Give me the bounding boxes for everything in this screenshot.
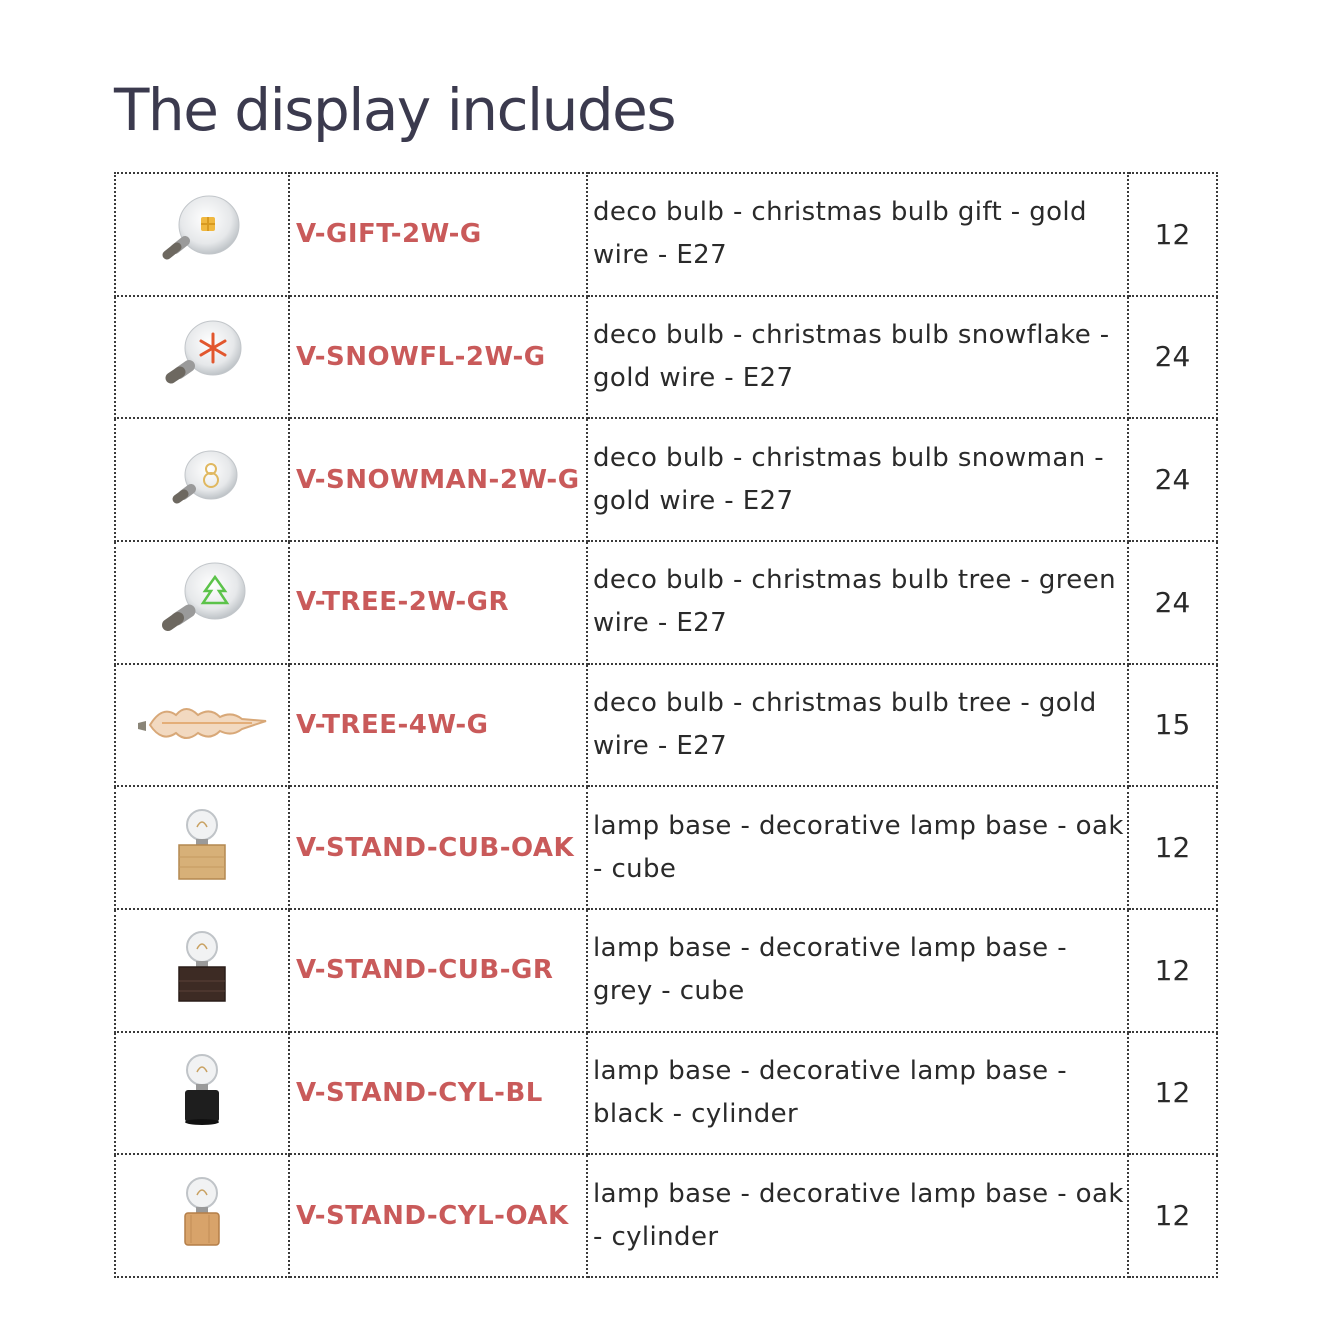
product-code: V-STAND-CUB-GR bbox=[289, 909, 587, 1032]
product-quantity: 12 bbox=[1128, 1032, 1217, 1155]
table-row bbox=[115, 296, 1217, 419]
product-description: lamp base - decorative lamp base - oak - cylinder bbox=[587, 1154, 1128, 1277]
product-quantity: 24 bbox=[1128, 541, 1217, 664]
snowflake-bulb-image bbox=[147, 312, 257, 402]
product-table bbox=[114, 172, 1218, 1278]
tree-gold-bulb-image bbox=[132, 685, 272, 765]
product-code: V-STAND-CYL-BL bbox=[289, 1032, 587, 1155]
product-code: V-SNOWFL-2W-G bbox=[289, 296, 587, 419]
product-code: V-SNOWMAN-2W-G bbox=[289, 418, 587, 541]
gift-bulb-image bbox=[147, 189, 257, 279]
product-image-cell bbox=[115, 541, 289, 664]
product-image-cell bbox=[115, 296, 289, 419]
product-quantity: 24 bbox=[1128, 418, 1217, 541]
product-image-cell bbox=[115, 418, 289, 541]
table-row bbox=[115, 173, 1217, 296]
page-title: The display includes bbox=[114, 76, 676, 144]
product-image-cell bbox=[115, 1154, 289, 1277]
product-description: deco bulb - christmas bulb tree - gold wire - E27 bbox=[587, 664, 1128, 787]
product-description: deco bulb - christmas bulb gift - gold wire - E27 bbox=[587, 173, 1128, 296]
product-code: V-TREE-4W-G bbox=[289, 664, 587, 787]
product-code: V-STAND-CUB-OAK bbox=[289, 786, 587, 909]
product-image-cell bbox=[115, 173, 289, 296]
product-quantity: 12 bbox=[1128, 909, 1217, 1032]
snowman-bulb-image bbox=[147, 435, 257, 525]
product-code: V-GIFT-2W-G bbox=[289, 173, 587, 296]
product-quantity: 12 bbox=[1128, 786, 1217, 909]
product-description: lamp base - decorative lamp base - oak - cube bbox=[587, 786, 1128, 909]
table-row bbox=[115, 664, 1217, 787]
product-code: V-TREE-2W-GR bbox=[289, 541, 587, 664]
grey-cube-lamp-base-image bbox=[157, 925, 247, 1015]
product-code: V-STAND-CYL-OAK bbox=[289, 1154, 587, 1277]
product-description: lamp base - decorative lamp base - grey - cube bbox=[587, 909, 1128, 1032]
product-quantity: 12 bbox=[1128, 173, 1217, 296]
product-image-cell bbox=[115, 786, 289, 909]
product-image-cell bbox=[115, 664, 289, 787]
product-image-cell bbox=[115, 1032, 289, 1155]
table-row bbox=[115, 786, 1217, 909]
product-description: deco bulb - christmas bulb tree - green wire - E27 bbox=[587, 541, 1128, 664]
product-description: lamp base - decorative lamp base - black - cylinder bbox=[587, 1032, 1128, 1155]
table-row bbox=[115, 1032, 1217, 1155]
oak-cylinder-lamp-base-image bbox=[157, 1171, 247, 1261]
table-row bbox=[115, 1154, 1217, 1277]
product-description: deco bulb - christmas bulb snowman - gold wire - E27 bbox=[587, 418, 1128, 541]
product-quantity: 12 bbox=[1128, 1154, 1217, 1277]
product-quantity: 15 bbox=[1128, 664, 1217, 787]
black-cylinder-lamp-base-image bbox=[157, 1048, 247, 1138]
tree-green-bulb-image bbox=[147, 557, 257, 647]
product-quantity: 24 bbox=[1128, 296, 1217, 419]
oak-cube-lamp-base-image bbox=[157, 803, 247, 893]
table-row bbox=[115, 909, 1217, 1032]
table-row bbox=[115, 418, 1217, 541]
product-image-cell bbox=[115, 909, 289, 1032]
product-description: deco bulb - christmas bulb snowflake - gold wire - E27 bbox=[587, 296, 1128, 419]
table-row bbox=[115, 541, 1217, 664]
